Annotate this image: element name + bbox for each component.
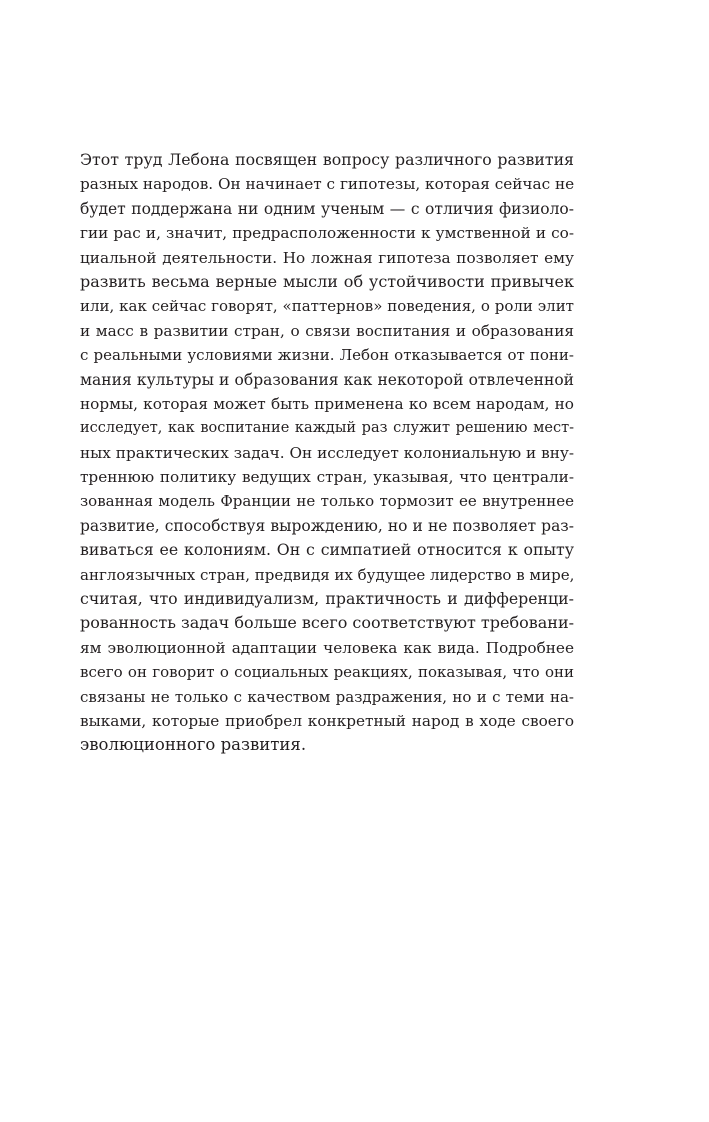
text-line: всего он говорит о социальных реакциях, показывая, что они [80,663,574,682]
text-line: рованность задач больше всего соответствуют требовани- [80,613,575,633]
text-line: исследует, как воспитание каждый раз служит решению мест- [80,420,574,437]
text-line: и масс в развитии стран, о связи воспитания и образования [80,321,574,340]
text-line: или, как сейчас говорят, «паттернов» поведения, о роли элит [80,297,574,316]
text-line: гии рас и, значит, предрасположенности к умственной и со- [80,224,574,243]
text-line: англоязычных стран, предвидя их будущее лидерство в мире, [80,565,575,584]
text-line: развитие, способствуя вырождению, но и не позволяет раз- [80,516,574,535]
text-line: разных народов. Он начинает с гипотезы, которая сейчас не [80,175,575,194]
text-line: считая, что индивидуализм, практичность и дифференци- [80,589,574,609]
text-line: ям эволюционной адаптации человека как вида. Подробнее [80,638,574,657]
body-paragraph [80,148,574,758]
text-line: треннюю политику ведущих стран, указывая, что централи- [80,468,574,487]
text-line: связаны не только с качеством раздражения, но и с теми на- [80,687,574,706]
text-line: развить весьма верные мысли об устойчивости привычек [80,271,574,291]
text-line: ных практических задач. Он исследует колониальную и вну- [80,443,574,462]
text-line: зованная модель Франции не только тормозит ее внутреннее [80,492,574,511]
text-line: циальной деятельности. Но ложная гипотеза позволяет ему [80,248,574,267]
text-line: будет поддержана ни одним ученым — с отличия физиоло- [80,199,574,218]
text-line: выками, которые приобрел конкретный народ в ходе своего [80,711,574,730]
text-line: Этот труд Лебона посвящен вопросу различного развития [80,150,574,169]
text-line: с реальными условиями жизни. Лебон отказывается от пони- [80,346,574,365]
text-line: виваться ее колониям. Он с симпатией относится к опыту [80,540,574,560]
text-line-last: эволюционного развития. [80,735,307,755]
text-line: мания культуры и образования как некоторой отвлеченной [80,370,574,389]
text-line: нормы, которая может быть применена ко всем народам, но [80,394,574,413]
